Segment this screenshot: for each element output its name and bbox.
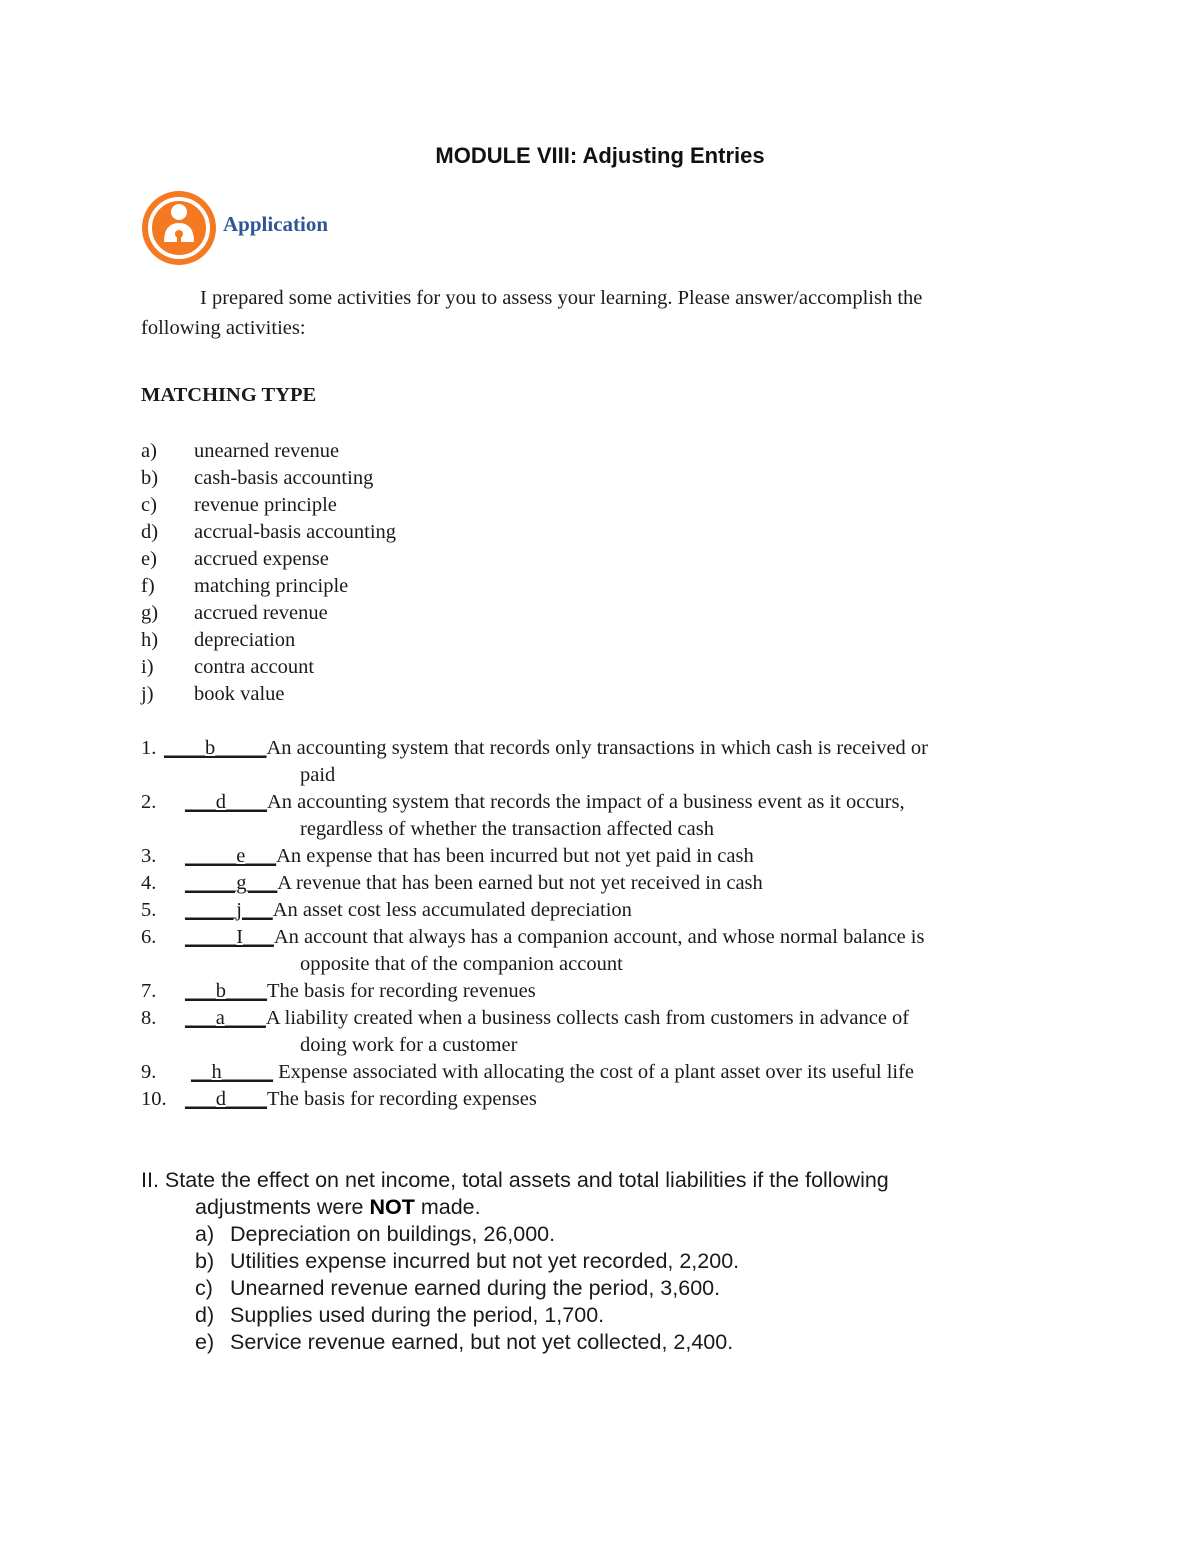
choice-item <box>141 681 541 708</box>
question-line <box>185 924 924 951</box>
part2-item-letter: e) <box>195 1330 215 1354</box>
choice-letter: d) <box>141 521 159 543</box>
choice-item <box>141 573 541 600</box>
question-continuation: paid <box>300 764 336 786</box>
question-line <box>185 1086 537 1113</box>
intro-line-1: I prepared some activities for you to assess your learning. Please answer/accomplish the <box>200 287 923 309</box>
answer-blank[interactable]: _____e___ <box>185 845 277 867</box>
question-number: 5. <box>141 899 157 921</box>
choice-term: accrued revenue <box>194 602 328 624</box>
answer-blank[interactable]: __h_____ <box>191 1061 273 1083</box>
choice-term: unearned revenue <box>194 440 340 462</box>
part2-intro-line-2 <box>195 1194 481 1221</box>
question-text: An expense that has been incurred but not yet paid in cash <box>276 845 754 867</box>
question-number: 2. <box>141 791 157 813</box>
question-line <box>185 1005 909 1032</box>
page-title: MODULE VIII: Adjusting Entries <box>435 143 765 168</box>
intro-line-2: following activities: <box>141 317 306 339</box>
choice-letter: e) <box>141 548 157 570</box>
part2-item-letter: d) <box>195 1303 215 1327</box>
question-line <box>185 789 905 816</box>
choice-letter: a) <box>141 440 157 462</box>
choice-item <box>141 654 541 681</box>
answer-blank[interactable]: ___a____ <box>185 1007 266 1029</box>
choice-item <box>141 546 541 573</box>
question-text: An accounting system that records only transactions in which cash is received or <box>266 737 929 759</box>
choice-letter: h) <box>141 629 159 651</box>
question-number: 3. <box>141 845 157 867</box>
question-line <box>185 978 536 1005</box>
part2-intro-bold: NOT <box>369 1195 415 1219</box>
choice-term: contra account <box>194 656 315 678</box>
question-text: An account that always has a companion account, and whose normal balance is <box>273 926 925 948</box>
part2-item-letter: c) <box>195 1276 213 1300</box>
answer-blank[interactable]: _____I___ <box>185 926 274 948</box>
question-text: Expense associated with allocating the cost of a plant asset over its useful life <box>273 1061 915 1083</box>
choice-term: revenue principle <box>194 494 337 516</box>
choice-term: depreciation <box>194 629 296 651</box>
answer-blank[interactable]: ___d____ <box>185 791 267 813</box>
question-line <box>164 735 928 762</box>
matching-heading: MATCHING TYPE <box>141 384 317 406</box>
question-continuation: opposite that of the companion account <box>300 953 623 975</box>
part2-intro-post: made. <box>414 1195 481 1219</box>
question-number: 10. <box>141 1088 167 1110</box>
choice-item <box>141 465 541 492</box>
part2-item-text: Service revenue earned, but not yet collected, 2,400. <box>230 1330 734 1354</box>
part2-item-letter: a) <box>195 1222 215 1246</box>
question-number: 8. <box>141 1007 157 1029</box>
part2-item-letter: b) <box>195 1249 215 1273</box>
choice-term: accrued expense <box>194 548 329 570</box>
question-text: A liability created when a business collects cash from customers in advance of <box>265 1007 910 1029</box>
answer-blank[interactable]: ___d____ <box>185 1088 267 1110</box>
question-number: 7. <box>141 980 157 1002</box>
choice-letter: c) <box>141 494 157 516</box>
choice-letter: j) <box>141 683 154 705</box>
part2-item-text: Unearned revenue earned during the period, 3,600. <box>230 1276 721 1300</box>
part2-item-text: Utilities expense incurred but not yet recorded, 2,200. <box>230 1249 740 1273</box>
question-number: 6. <box>141 926 157 948</box>
question-continuation: regardless of whether the transaction affected cash <box>300 818 714 840</box>
answer-blank[interactable]: _____g___ <box>185 872 278 894</box>
part2-item-text: Supplies used during the period, 1,700. <box>230 1303 605 1327</box>
part2-intro-line-1: II. State the effect on net income, total assets and total liabilities if the following <box>141 1168 889 1192</box>
question-text: The basis for recording revenues <box>267 980 536 1002</box>
choice-letter: f) <box>141 575 155 597</box>
question-number: 1. <box>141 737 157 759</box>
choice-term: matching principle <box>194 575 349 597</box>
choice-item <box>141 600 541 627</box>
choice-item <box>141 519 541 546</box>
question-text: A revenue that has been earned but not yet received in cash <box>277 872 763 894</box>
choice-letter: g) <box>141 602 159 624</box>
answer-blank[interactable]: ___b____ <box>185 980 267 1002</box>
application-icon <box>140 190 220 266</box>
answer-blank[interactable]: ____b_____ <box>164 737 267 759</box>
choice-item <box>141 627 541 654</box>
question-line <box>185 843 754 870</box>
choice-term: accrual-basis accounting <box>194 521 397 543</box>
question-continuation: doing work for a customer <box>300 1034 518 1056</box>
question-line <box>185 870 763 897</box>
choice-letter: i) <box>141 656 154 678</box>
part2-item-text: Depreciation on buildings, 26,000. <box>230 1222 556 1246</box>
choice-item <box>141 492 541 519</box>
question-number: 9. <box>141 1061 157 1083</box>
choice-term: cash-basis accounting <box>194 467 374 489</box>
choice-item <box>141 438 541 465</box>
question-line <box>191 1059 914 1086</box>
question-text: The basis for recording expenses <box>267 1088 537 1110</box>
choice-letter: b) <box>141 467 159 489</box>
answer-blank[interactable]: _____j___ <box>185 899 273 921</box>
question-line <box>185 897 632 924</box>
question-text: An accounting system that records the impact of a business event as it occurs, <box>267 791 905 813</box>
question-text: An asset cost less accumulated depreciation <box>272 899 632 921</box>
part2-intro-pre: adjustments were <box>195 1195 370 1219</box>
choice-term: book value <box>194 683 285 705</box>
section-label: Application <box>223 212 329 236</box>
question-number: 4. <box>141 872 157 894</box>
